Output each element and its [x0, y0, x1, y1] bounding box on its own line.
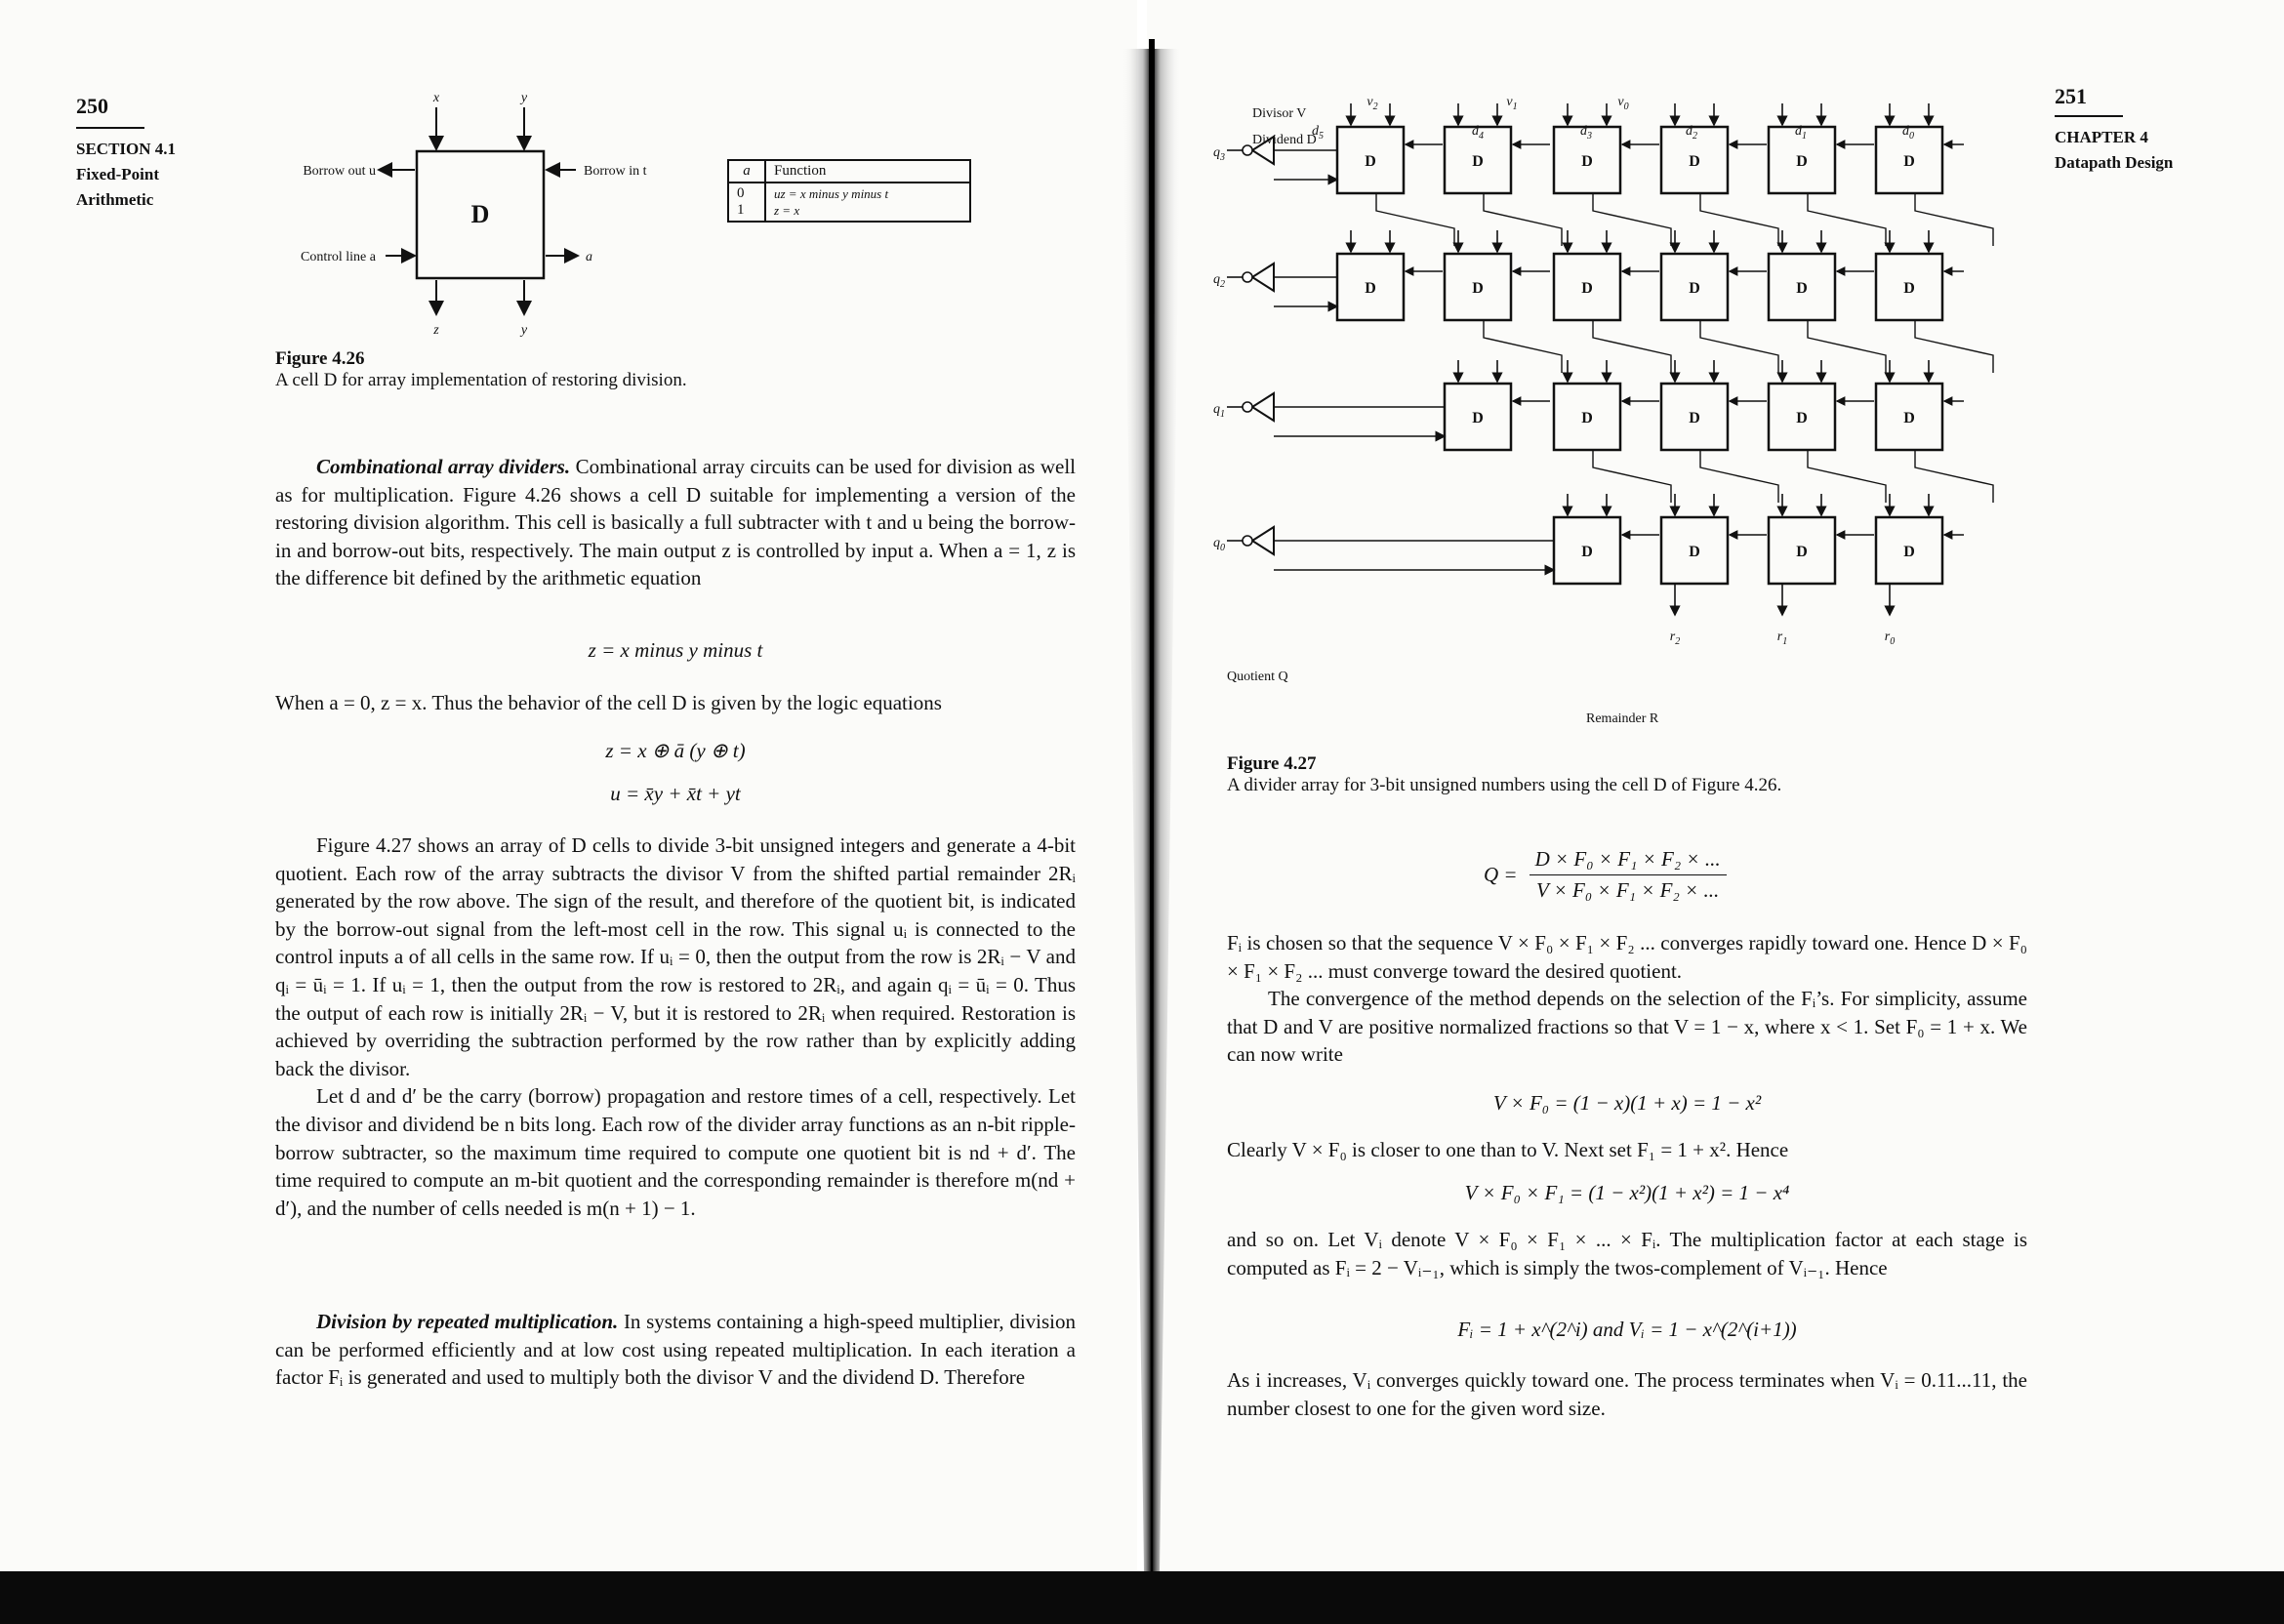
control-line-label: Control line a: [301, 250, 376, 264]
cell-d-label: D: [1581, 544, 1593, 560]
page-number: 251: [2055, 84, 2087, 108]
table-cell-a: 0: [728, 183, 765, 202]
figure-4-26-caption: [275, 348, 687, 391]
shift-connection: [1593, 450, 1671, 503]
table-header-row: [728, 160, 970, 183]
remainder-bit-label: $r_0$: [1884, 629, 1896, 647]
section-label: [76, 137, 176, 213]
remainder-bit-label: $r_1$: [1776, 629, 1788, 647]
paragraph-text: Clearly V × F₀ is closer to one than to V. Next set F₁ = 1 + x². Hence: [1227, 1138, 1789, 1161]
y-input-label: y: [520, 91, 528, 105]
divisor-label: Divisor V: [1252, 106, 1307, 121]
section-title-line1: Fixed-Point: [76, 165, 159, 183]
dividend-label: Dividend D: [1252, 133, 1317, 147]
paragraph-logic-intro: [275, 689, 1076, 717]
remainder-outputs: [1670, 584, 1895, 647]
shift-connection: [1484, 193, 1562, 246]
input-label: $d_3$: [1580, 124, 1592, 142]
shift-connection: [1593, 193, 1671, 246]
cell-d-label: D: [1472, 280, 1484, 297]
quotient-bit-label: $q_2$: [1213, 272, 1225, 290]
borrow-out-label: Borrow out u: [303, 164, 376, 179]
shift-connection: [1593, 320, 1671, 373]
function-table: [727, 159, 971, 223]
table-row: [728, 183, 970, 202]
section-title-line2: Arithmetic: [76, 190, 154, 209]
scan-bottom-border: [0, 1571, 2284, 1624]
inverter-triangle: [1252, 527, 1274, 554]
x-input-label: x: [432, 91, 440, 105]
caption-text: A divider array for 3-bit unsigned numbers using the cell D of Figure 4.26.: [1227, 775, 1782, 795]
shift-connection: [1808, 193, 1886, 246]
input-label: $d_0$: [1902, 124, 1914, 142]
equation-quotient: [1484, 847, 1727, 903]
equation-z-logic: z = x ⊕ ā (y ⊕ t): [605, 739, 746, 762]
quotient-bit-label: $q_1$: [1213, 402, 1225, 420]
shift-connection: [1700, 450, 1778, 503]
table-header-a: a: [728, 160, 765, 183]
input-label: $d_1$: [1795, 124, 1807, 142]
quotient-label: Quotient Q: [1227, 670, 1288, 684]
cell-d-label: D: [1796, 280, 1808, 297]
run-in-heading: Combinational array dividers.: [316, 455, 571, 478]
remainder-label: Remainder R: [1586, 711, 1659, 726]
cell-d-label: D: [1903, 280, 1915, 297]
cell-d-label: D: [1796, 153, 1808, 170]
paragraph-multiplication-factor: [1227, 1226, 2027, 1281]
chapter-number: CHAPTER 4: [2055, 128, 2148, 146]
table-row: [728, 202, 970, 222]
inverter-triangle: [1252, 393, 1274, 421]
shift-connection: [1915, 320, 1993, 373]
quotient-row-outputs: [1213, 137, 1554, 570]
cell-d-label: D: [470, 200, 490, 228]
cell-grid: [1337, 103, 1993, 584]
y-output-label: y: [520, 323, 528, 338]
shift-connection: [1376, 193, 1454, 246]
figure-4-26-diagram: [264, 88, 703, 342]
a-output-label: a: [586, 250, 592, 264]
cell-d-label: D: [1796, 544, 1808, 560]
section-number: SECTION 4.1: [76, 140, 177, 158]
caption-text: A cell D for array implementation of restoring division.: [275, 370, 687, 390]
table-cell-a: 1: [728, 202, 765, 222]
cell-d-label: D: [1472, 410, 1484, 426]
paragraph-text: Figure 4.27 shows an array of D cells to divide 3-bit unsigned integers and generate a 4-bit quotient. Each row of the array subtracts the divisor V from the shifted partial remainder 2Rᵢ generated by the row above. The sign of the result, and therefore of the quotient bit, is indicated by the borrow-out signal from the left-most cell in the row. This signal uᵢ is connected to the control inputs a of all cells in the same row. If uᵢ = 0, then the output from the row is 2Rᵢ − V and qᵢ = ūᵢ = 1. If uᵢ = 1, then the output from the row is restored to 2Rᵢ, and again qᵢ = ūᵢ = 0. Thus the output of each row is initially 2Rᵢ − V, but it is restored to 2Rᵢ when required. Restoration is achieved by overriding the subtraction performed by the row rather than by explicitly adding back the divisor.: [275, 833, 1076, 1080]
paragraph-text: and so on. Let Vᵢ denote V × F₀ × F₁ × ... × Fᵢ. The multiplication factor at each stage is computed as Fᵢ = 2 − Vᵢ₋₁, which is simply the twos-complement of Vᵢ₋₁. Hence: [1227, 1228, 2027, 1279]
z-output-label: z: [433, 323, 439, 338]
fraction: [1529, 847, 1727, 903]
paragraph-combinational-dividers: [275, 453, 1076, 592]
shift-connection: [1700, 320, 1778, 373]
table-cell-function: z = x: [765, 202, 970, 222]
cell-d-label: D: [1581, 153, 1593, 170]
equation-v-f0: V × F₀ = (1 − x)(1 + x) = 1 − x²: [1492, 1091, 1762, 1115]
chapter-label: [2055, 125, 2173, 176]
left-page: [0, 0, 1137, 1571]
shift-connection: [1700, 193, 1778, 246]
equation-v-f0-f1: V × F₀ × F₁ = (1 − x²)(1 + x²) = 1 − x⁴: [1464, 1181, 1790, 1204]
page-number: 250: [76, 94, 108, 118]
borrow-in-label: Borrow in t: [584, 164, 647, 179]
top-input-labels: [1312, 95, 1914, 142]
cell-d-label: D: [1581, 410, 1593, 426]
caption-title: Figure 4.27: [1227, 753, 1317, 774]
chapter-title: Datapath Design: [2055, 153, 2174, 172]
input-label: $v_0$: [1617, 95, 1629, 112]
cell-d-label: D: [1903, 153, 1915, 170]
equation-fi-vi: Fᵢ = 1 + x^(2^i) and Vᵢ = 1 − x^(2^(i+1)): [1457, 1318, 1797, 1341]
paragraph-text: Fᵢ is chosen so that the sequence V × F₀ × F₁ × F₂ ... converges rapidly toward one. Hence D × F₀ × F₁ × F₂ ... must converge toward the desired quotient.: [1227, 931, 2027, 983]
paragraph-text: In systems containing a high-speed multiplier, division can be performed efficiently and at low cost using repeated multiplication. In each iteration a factor Fᵢ is generated and used to multiply both the divisor V and the dividend D. Therefore: [275, 1310, 1076, 1390]
paragraph-text: As i increases, Vᵢ converges quickly toward one. The process terminates when Vᵢ = 0.11...11, the number closest to one for the given word size.: [1227, 1368, 2027, 1420]
equation-z: z = x minus y minus t: [588, 638, 763, 662]
fraction-numerator: D × F₀ × F₁ × F₂ × ...: [1529, 847, 1727, 875]
cell-d-label: D: [1365, 153, 1376, 170]
input-label: $v_1$: [1506, 95, 1518, 112]
paragraph-text: The convergence of the method depends on the selection of the Fᵢ’s. For simplicity, assume that D and V are positive normalized fractions so that V = 1 − x, where x < 1. Set F₀ = 1 + x. We can now write: [1227, 987, 2027, 1067]
quotient-bit-label: $q_3$: [1213, 145, 1225, 163]
cell-d-label: D: [1689, 544, 1700, 560]
input-label: $d_2$: [1686, 124, 1697, 142]
cell-d-label: D: [1796, 410, 1808, 426]
paragraph-text: When a = 0, z = x. Thus the behavior of the cell D is given by the logic equations: [275, 691, 942, 714]
cell-d-label: D: [1581, 280, 1593, 297]
paragraph-termination: [1227, 1366, 2027, 1422]
input-label: $d_5$: [1312, 124, 1324, 142]
header-rule: [2055, 115, 2123, 117]
equation-u-logic: u = x̄y + x̄t + yt: [610, 782, 741, 805]
cell-d-label: D: [1689, 410, 1700, 426]
shift-connection: [1915, 193, 1993, 246]
paragraph-convergence: [1227, 929, 2027, 1069]
input-label: $d_4$: [1472, 124, 1484, 142]
shift-connection: [1915, 450, 1993, 503]
cell-d-label: D: [1903, 410, 1915, 426]
shift-connection: [1484, 320, 1562, 373]
paragraph-repeated-multiplication: [275, 1308, 1076, 1392]
header-rule: [76, 127, 144, 129]
paragraph-text: Let d and d′ be the carry (borrow) propagation and restore times of a cell, respectively. Let the divisor and dividend be n bits long. Each row of the divider array functions as an n-bit ripple-borrow subtracter, so the maximum time required to compute one quotient bit is nd + d′. The time required to compute an m-bit quotient and the corresponding remainder is therefore m(nd + d′), and the number of cells needed is m(n + 1) − 1.: [275, 1084, 1076, 1220]
cell-d-label: D: [1689, 280, 1700, 297]
shift-connection: [1808, 320, 1886, 373]
right-page: [1147, 0, 2284, 1571]
figure-4-27-diagram: [1215, 88, 2016, 742]
quotient-bit-label: $q_0$: [1213, 536, 1225, 553]
table-cell-function: uz = x minus y minus t: [765, 183, 970, 202]
book-gutter-shadow: [1054, 0, 1249, 1571]
run-in-heading: Division by repeated multiplication.: [316, 1310, 619, 1333]
fraction-denominator: V × F₀ × F₁ × F₂ × ...: [1535, 878, 1720, 902]
paragraph-next-factor: [1227, 1136, 2027, 1164]
shift-connection: [1808, 450, 1886, 503]
caption-title: Figure 4.26: [275, 348, 365, 369]
cell-d-label: D: [1365, 280, 1376, 297]
figure-4-27-caption: [1227, 753, 1781, 796]
cell-d-label: D: [1472, 153, 1484, 170]
cell-d-label: D: [1903, 544, 1915, 560]
paragraph-figure-427-description: [275, 832, 1076, 1222]
cell-d-label: D: [1689, 153, 1700, 170]
input-label: $v_2$: [1366, 95, 1378, 112]
paragraph-text: Combinational array circuits can be used for division as well as for multiplication. Figure 4.26 shows a cell D suitable for implementing a version of the restoring division algorithm. This cell is basically a full subtracter with t and u being the borrow-in and borrow-out bits, respectively. The main output z is controlled by input a. When a = 1, z is the difference bit defined by the arithmetic equation: [275, 455, 1077, 590]
inverter-triangle: [1252, 264, 1274, 291]
table-header-function: Function: [765, 160, 970, 183]
remainder-bit-label: $r_2$: [1669, 629, 1681, 647]
equation-lhs: Q =: [1484, 863, 1518, 886]
